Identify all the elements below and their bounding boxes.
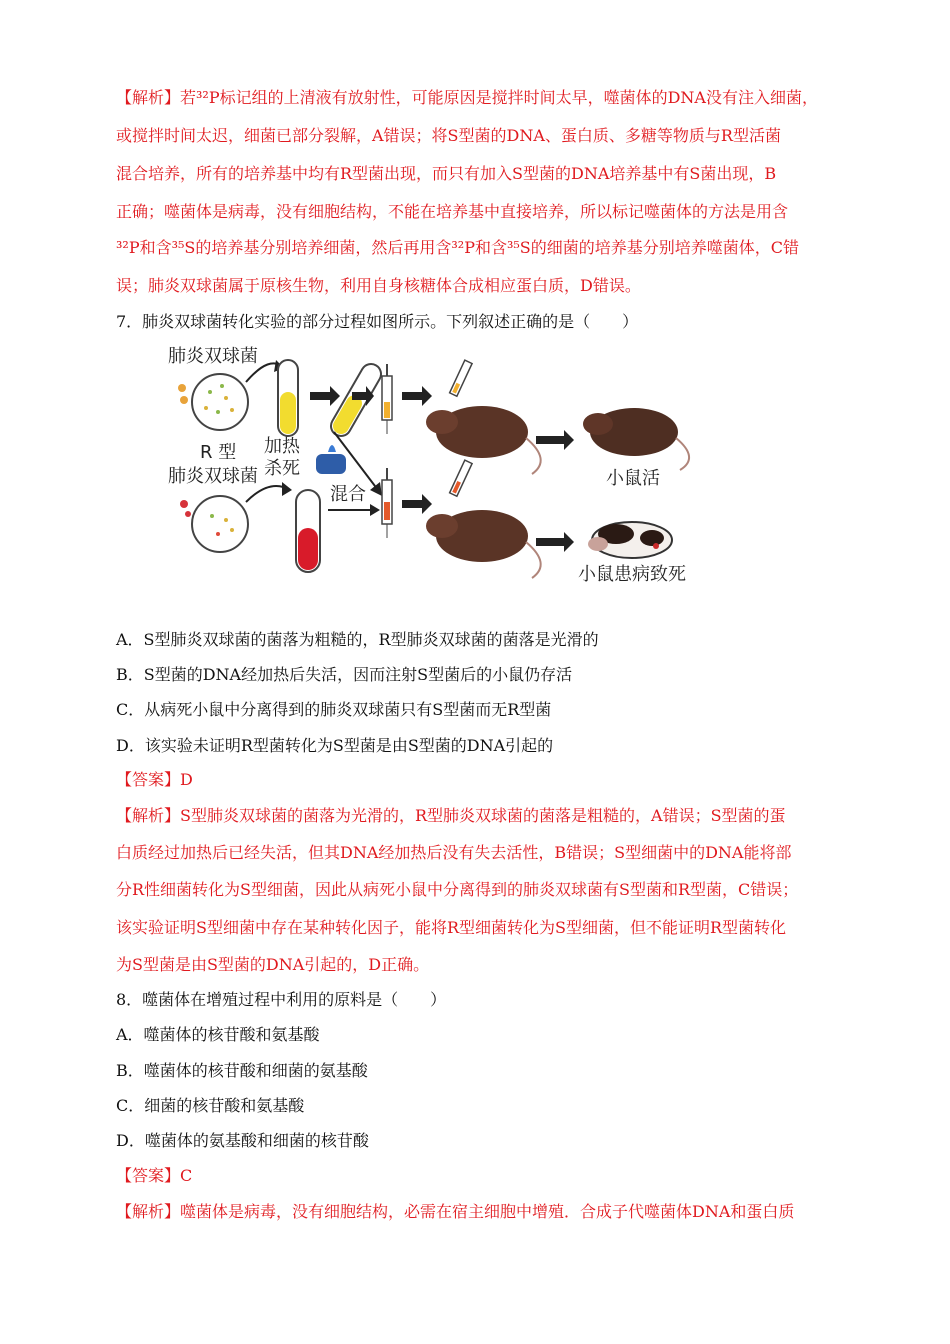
heated-tube [316, 360, 385, 474]
label-r-type: R 型 [200, 442, 237, 463]
question-8-stem: 8．噬菌体在增殖过程中利用的原料是（ ） [116, 990, 447, 1009]
label-mouse-dead: 小鼠患病致死 [578, 564, 686, 585]
option-d: D．该实验未证明R型菌转化为S型菌是由S型菌的DNA引起的 [116, 736, 554, 755]
syringe-upper [382, 364, 392, 434]
analysis-line: 或搅拌时间太迟，细菌已部分裂解，A错误；将S型菌的DNA、蛋白质、多糖等物质与R型活菌 [116, 126, 781, 145]
analysis-line: 该实验证明S型细菌中存在某种转化因子，能将R型细菌转化为S型细菌，但不能证明R型菌转化 [116, 918, 787, 937]
label-s-bacteria: 肺炎双球菌 [168, 346, 258, 367]
option-a: A．噬菌体的核苷酸和氨基酸 [116, 1025, 320, 1044]
syringe-lower [382, 468, 392, 538]
option-d: D．噬菌体的氨基酸和细菌的核苷酸 [116, 1131, 369, 1150]
label-mouse-alive: 小鼠活 [606, 468, 660, 489]
mouse-upper [426, 360, 541, 474]
option-b: B．噬菌体的核苷酸和细菌的氨基酸 [116, 1061, 368, 1080]
test-tube-upper [278, 360, 298, 436]
label-kill: 杀死 [264, 458, 300, 479]
label-r-bacteria: 肺炎双球菌 [168, 466, 258, 487]
option-a: A．S型肺炎双球菌的菌落为粗糙的，R型肺炎双球菌的菌落是光滑的 [116, 630, 599, 649]
mouse-lower [426, 460, 541, 578]
analysis-line: ³²P和含³⁵S的培养基分别培养细菌，然后再用含³²P和含³⁵S的细菌的培养基分别培养噬菌体，C错 [116, 238, 800, 257]
analysis-line: 【解析】若³²P标记组的上清液有放射性，可能原因是搅拌时间太早，噬菌体的DNA没有注入细菌， [116, 88, 818, 107]
option-c: C．从病死小鼠中分离得到的肺炎双球菌只有S型菌而无R型菌 [116, 700, 552, 719]
option-b: B．S型菌的DNA经加热后失活，因而注射S型菌后的小鼠仍存活 [116, 665, 573, 684]
analysis-line: 【解析】S型肺炎双球菌的菌落为光滑的，R型肺炎双球菌的菌落是粗糙的，A错误；S型菌的蛋 [116, 806, 786, 825]
analysis-line: 为S型菌是由S型菌的DNA引起的，D正确。 [116, 955, 430, 974]
label-heat: 加热 [264, 436, 300, 457]
option-c: C．细菌的核苷酸和氨基酸 [116, 1096, 305, 1115]
answer: 【答案】D [116, 770, 193, 789]
analysis-line: 误；肺炎双球菌属于原核生物，利用自身核糖体合成相应蛋白质，D错误。 [116, 276, 641, 295]
answer: 【答案】C [116, 1166, 193, 1185]
analysis-line: 分R性细菌转化为S型细菌，因此从病死小鼠中分离得到的肺炎双球菌有S型菌和R型菌，C错误； [116, 880, 799, 899]
label-mix: 混合 [330, 484, 366, 505]
question-7-stem: 7．肺炎双球菌转化实验的部分过程如图所示。下列叙述正确的是（ ） [116, 312, 639, 331]
petri-dish-r [180, 496, 248, 552]
analysis-line: 白质经过加热后已经失活，但其DNA经加热后没有失去活性，B错误；S型细菌中的DNA能将部 [116, 843, 792, 862]
experiment-figure [160, 340, 720, 600]
mouse-dead [588, 522, 672, 558]
petri-dish-s [178, 374, 248, 430]
analysis-line: 【解析】噬菌体是病毒，没有细胞结构，必需在宿主细胞中增殖．合成子代噬菌体DNA和蛋白质 [116, 1202, 795, 1221]
mouse-alive [583, 408, 689, 470]
analysis-line: 混合培养，所有的培养基中均有R型菌出现，而只有加入S型菌的DNA培养基中有S菌出现，B [116, 164, 777, 183]
analysis-line: 正确；噬菌体是病毒，没有细胞结构，不能在培养基中直接培养，所以标记噬菌体的方法是用含 [116, 202, 789, 221]
test-tube-lower [296, 490, 320, 572]
